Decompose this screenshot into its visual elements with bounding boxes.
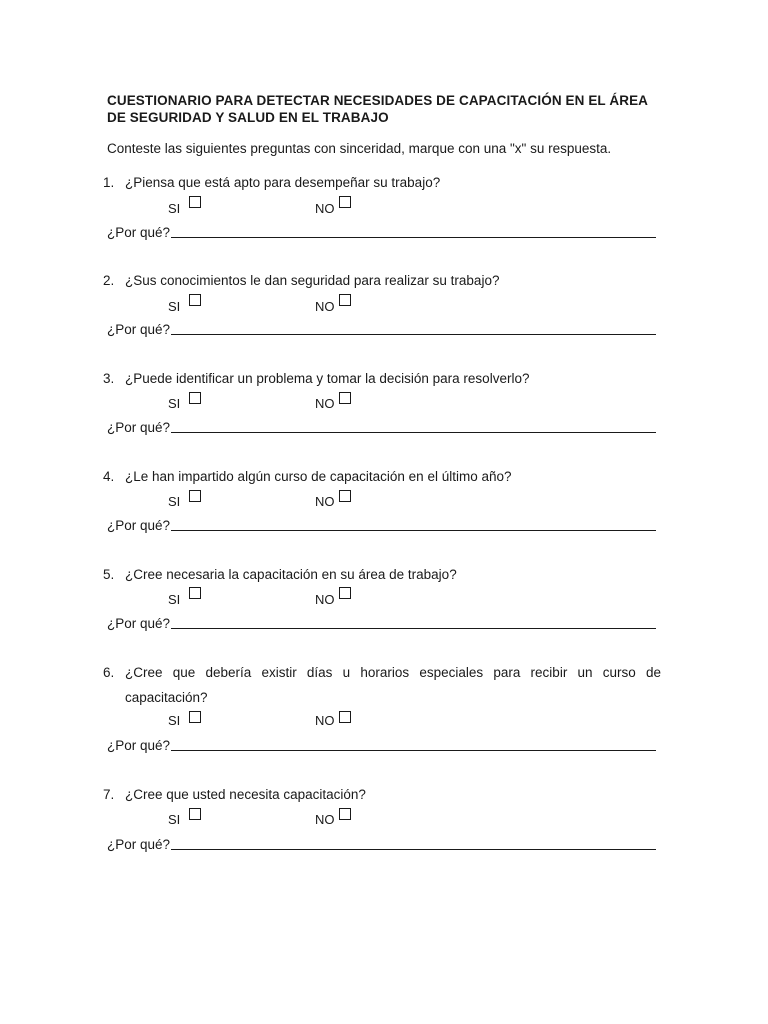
no-checkbox[interactable] bbox=[339, 196, 351, 208]
why-answer-line[interactable] bbox=[171, 628, 656, 629]
yes-label: SI bbox=[168, 713, 181, 728]
no-checkbox[interactable] bbox=[339, 294, 351, 306]
title-line-2: DE SEGURIDAD Y SALUD EN EL TRABAJO bbox=[107, 110, 389, 125]
question-number: 4. bbox=[103, 469, 115, 484]
yes-label: SI bbox=[168, 396, 181, 411]
yes-label: SI bbox=[168, 201, 181, 216]
question-number: 1. bbox=[103, 175, 115, 190]
why-answer-line[interactable] bbox=[171, 432, 656, 433]
why-answer-line[interactable] bbox=[171, 237, 656, 238]
why-answer-line[interactable] bbox=[171, 849, 656, 850]
yes-label: SI bbox=[168, 592, 181, 607]
question-7 bbox=[0, 786, 768, 866]
why-answer-line[interactable] bbox=[171, 750, 656, 751]
no-checkbox[interactable] bbox=[339, 392, 351, 404]
no-label: NO bbox=[315, 201, 335, 216]
yes-checkbox[interactable] bbox=[189, 490, 201, 502]
question-text-line-2: capacitación? bbox=[125, 690, 208, 705]
yes-label: SI bbox=[168, 494, 181, 509]
title-line-1: CUESTIONARIO PARA DETECTAR NECESIDADES DE CAPACITACIÓN EN EL ÁREA bbox=[107, 93, 649, 108]
yes-checkbox[interactable] bbox=[189, 711, 201, 723]
question-text: ¿Piensa que está apto para desempeñar su trabajo? bbox=[125, 175, 441, 190]
question-number: 5. bbox=[103, 567, 115, 582]
why-label: ¿Por qué? bbox=[107, 225, 171, 240]
question-text: ¿Sus conocimientos le dan seguridad para realizar su trabajo? bbox=[125, 273, 500, 288]
why-label: ¿Por qué? bbox=[107, 420, 171, 435]
yes-checkbox[interactable] bbox=[189, 587, 201, 599]
question-text: ¿Puede identificar un problema y tomar la decisión para resolverlo? bbox=[125, 371, 530, 386]
yes-label: SI bbox=[168, 299, 181, 314]
question-6 bbox=[0, 664, 768, 764]
why-label: ¿Por qué? bbox=[107, 322, 171, 337]
document-title bbox=[107, 92, 667, 126]
yes-checkbox[interactable] bbox=[189, 808, 201, 820]
yes-label: SI bbox=[168, 812, 181, 827]
question-1 bbox=[0, 174, 768, 254]
question-5 bbox=[0, 566, 768, 646]
no-checkbox[interactable] bbox=[339, 808, 351, 820]
question-3 bbox=[0, 370, 768, 450]
why-answer-line[interactable] bbox=[171, 334, 656, 335]
why-label: ¿Por qué? bbox=[107, 738, 171, 753]
question-text: ¿Le han impartido algún curso de capacitación en el último año? bbox=[125, 469, 512, 484]
no-checkbox[interactable] bbox=[339, 490, 351, 502]
no-label: NO bbox=[315, 396, 335, 411]
no-label: NO bbox=[315, 812, 335, 827]
yes-checkbox[interactable] bbox=[189, 392, 201, 404]
no-label: NO bbox=[315, 299, 335, 314]
no-checkbox[interactable] bbox=[339, 711, 351, 723]
question-2 bbox=[0, 272, 768, 352]
why-label: ¿Por qué? bbox=[107, 518, 171, 533]
question-number: 3. bbox=[103, 371, 115, 386]
yes-checkbox[interactable] bbox=[189, 196, 201, 208]
why-label: ¿Por qué? bbox=[107, 616, 171, 631]
question-number: 6. bbox=[103, 665, 115, 680]
yes-checkbox[interactable] bbox=[189, 294, 201, 306]
instructions-text: Conteste las siguientes preguntas con sinceridad, marque con una "x" su respuesta. bbox=[107, 141, 612, 156]
no-label: NO bbox=[315, 713, 335, 728]
question-text: ¿Cree necesaria la capacitación en su área de trabajo? bbox=[125, 567, 457, 582]
question-number: 7. bbox=[103, 787, 115, 802]
question-number: 2. bbox=[103, 273, 115, 288]
question-text: ¿Cree que usted necesita capacitación? bbox=[125, 787, 366, 802]
no-checkbox[interactable] bbox=[339, 587, 351, 599]
why-answer-line[interactable] bbox=[171, 530, 656, 531]
no-label: NO bbox=[315, 592, 335, 607]
no-label: NO bbox=[315, 494, 335, 509]
question-4 bbox=[0, 468, 768, 548]
question-text: ¿Cree que debería existir días u horarios especiales para recibir un curso de bbox=[125, 665, 661, 680]
why-label: ¿Por qué? bbox=[107, 837, 171, 852]
